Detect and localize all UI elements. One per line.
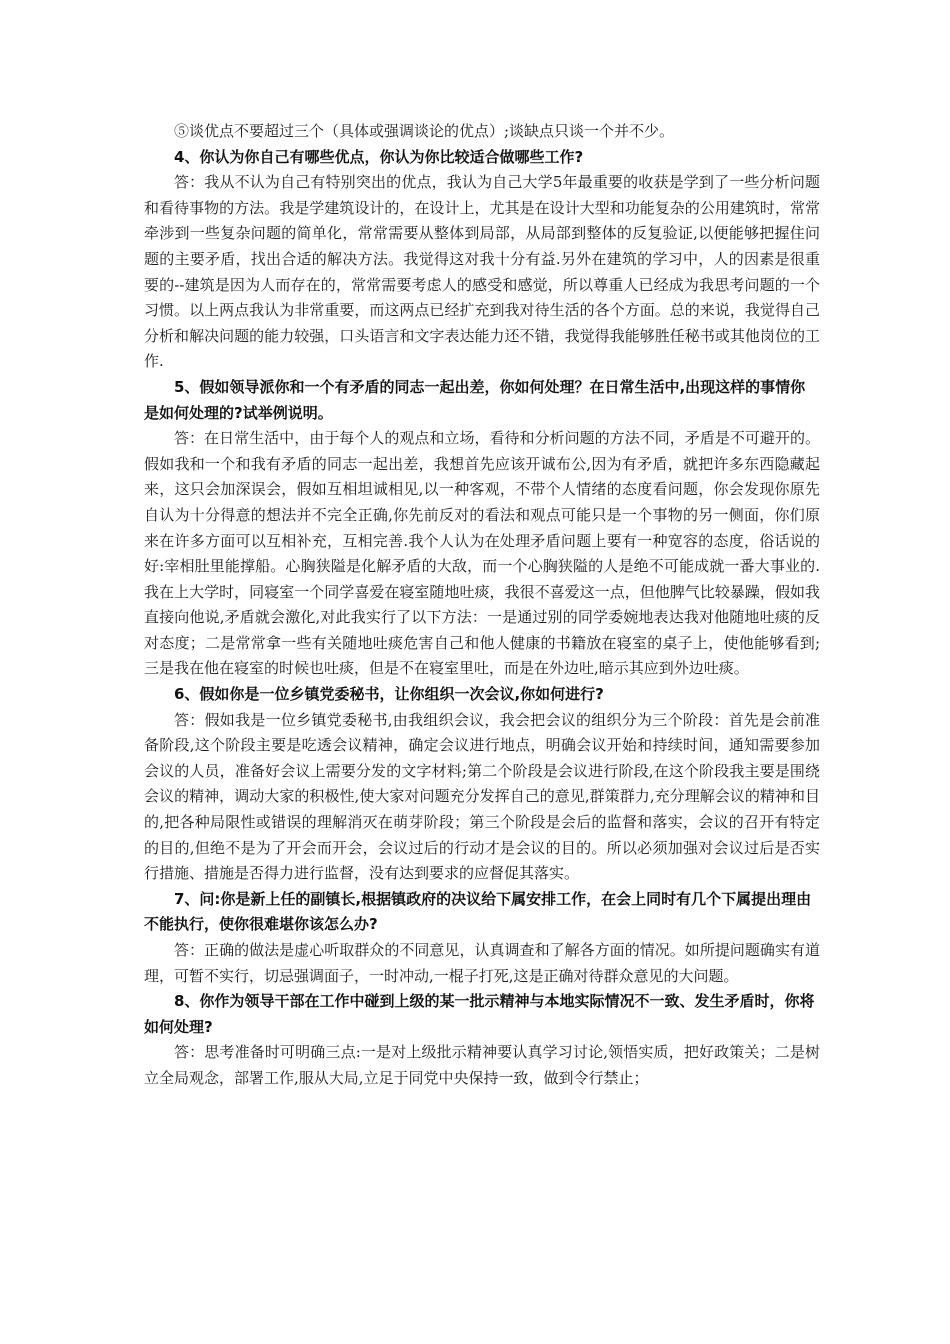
question-5: 5、假如领导派你和一个有矛盾的同志一起出差，你如何处理？在日常生活中,出现这样的事情你是如何处理的?试举例说明。: [144, 377, 806, 422]
question-6: 6、假如你是一位乡镇党委秘书，让你组织一次会议,你如何进行?: [174, 685, 604, 704]
answer-8: 答：思考准备时可明确三点:一是对上级批示精神要认真学习讨论,领悟实质，把好政策关；二是树立全局观念，部署工作,服从大局,立足于同党中央保持一致，做到令行禁止；: [144, 1043, 820, 1087]
answer-6: 答：假如我是一位乡镇党委秘书,由我组织会议，我会把会议的组织分为三个阶段：首先是会前准备阶段,这个阶段主要是吃透会议精神，确定会议进行地点，明确会议开始和持续时间，通知需要参加会议的人员，准备好会议上需要分发的文字材料;第二个阶段是会议进行阶段,在这个阶段我主要是围绕会议的精神，调动大家的积极性,使大家对问题充分发挥自己的意见,群策群力,充分理解会议的精神和目的,把各种局限性或错误的理解消灭在萌芽阶段；第三个阶段是会后的监督和落实，会议的召开有特定的目的,但绝不是为了开会而开会，会议过后的行动才是会议的目的。所以必须加强对会议过后是否实行措施、措施是否得力进行监督，没有达到要求的应督促其落实。: [144, 710, 820, 883]
document-page: [144, 119, 820, 1092]
question-7: 7、问:你是新上任的副镇长,根据镇政府的决议给下属安排工作，在会上同时有几个下属提出理由不能执行，使你很难堪你该怎么办?: [144, 889, 812, 934]
paragraph-tip-5: ⑤谈优点不要超过三个（具体或强调谈论的优点）;谈缺点只谈一个并不少。: [174, 122, 675, 140]
question-4: 4、你认为你自己有哪些优点，你认为你比较适合做哪些工作?: [174, 147, 584, 166]
answer-5: 答：在日常生活中，由于每个人的观点和立场，看待和分析问题的方法不同，矛盾是不可避开的。假如我和一个和我有矛盾的同志一起出差，我想首先应该开诚布公,因为有矛盾，就把许多东西隐藏起来，这只会加深误会，假如互相坦诚相见,以一种客观，不带个人情绪的态度看问题，你会发现你原先自认为十分得意的想法并不完全正确,你先前反对的看法和观点可能只是一个事物的另一侧面，你们原来在许多方面可以互相补充，互相完善.我个人认为在处理矛盾问题上要有一种宽容的态度，俗话说的好:宰相肚里能撑船。心胸狭隘是化解矛盾的大敌，而一个心胸狭隘的人是绝不可能成就一番大事业的.我在上大学时，同寝室一个同学喜爱在寝室随地吐痰，我很不喜爱这一点，但他脾气比较暴躁，假如我直接向他说,矛盾就会激化,对此我实行了以下方法：一是通过别的同学委婉地表达我对他随地吐痰的反对态度；二是常常拿一些有关随地吐痰危害自己和他人健康的书籍放在寝室的桌子上，使他能够看到;三是我在他在寝室的时候也吐痰，但是不在寝室里吐，而是在外边吐,暗示其应到外边吐痰。: [144, 429, 820, 678]
answer-4: 答：我从不认为自己有特别突出的优点，我认为自己大学5年最重要的收获是学到了一些分析问题和看待事物的方法。我是学建筑设计的，在设计上，尤其是在设计大型和功能复杂的公用建筑时，常常牵涉到一些复杂问题的简单化，常常需要从整体到局部，从局部到整体的反复验证,以便能够把握住问题的主要矛盾，找出合适的解决方法。我觉得这对我十分有益.另外在建筑的学习中，人的因素是很重要的--建筑是因为人而存在的，常常需要考虑人的感受和感觉，所以尊重人已经成为我思考问题的一个习惯。以上两点我认为非常重要，而这两点已经扩充到我对待生活的各个方面。总的来说，我觉得自己分析和解决问题的能力较强，口头语言和文字表达能力还不错，我觉得我能够胜任秘书或其他岗位的工作.: [144, 173, 820, 371]
answer-7: 答：正确的做法是虚心听取群众的不同意见，认真调查和了解各方面的情况。如所提问题确实有道理，可暂不实行，切忌强调面子，一时冲动,一棍子打死,这是正确对待群众意见的大问题。: [144, 941, 820, 985]
question-8: 8、你作为领导干部在工作中碰到上级的某一批示精神与本地实际情况不一致、发生矛盾时，你将如何处理?: [144, 992, 815, 1036]
